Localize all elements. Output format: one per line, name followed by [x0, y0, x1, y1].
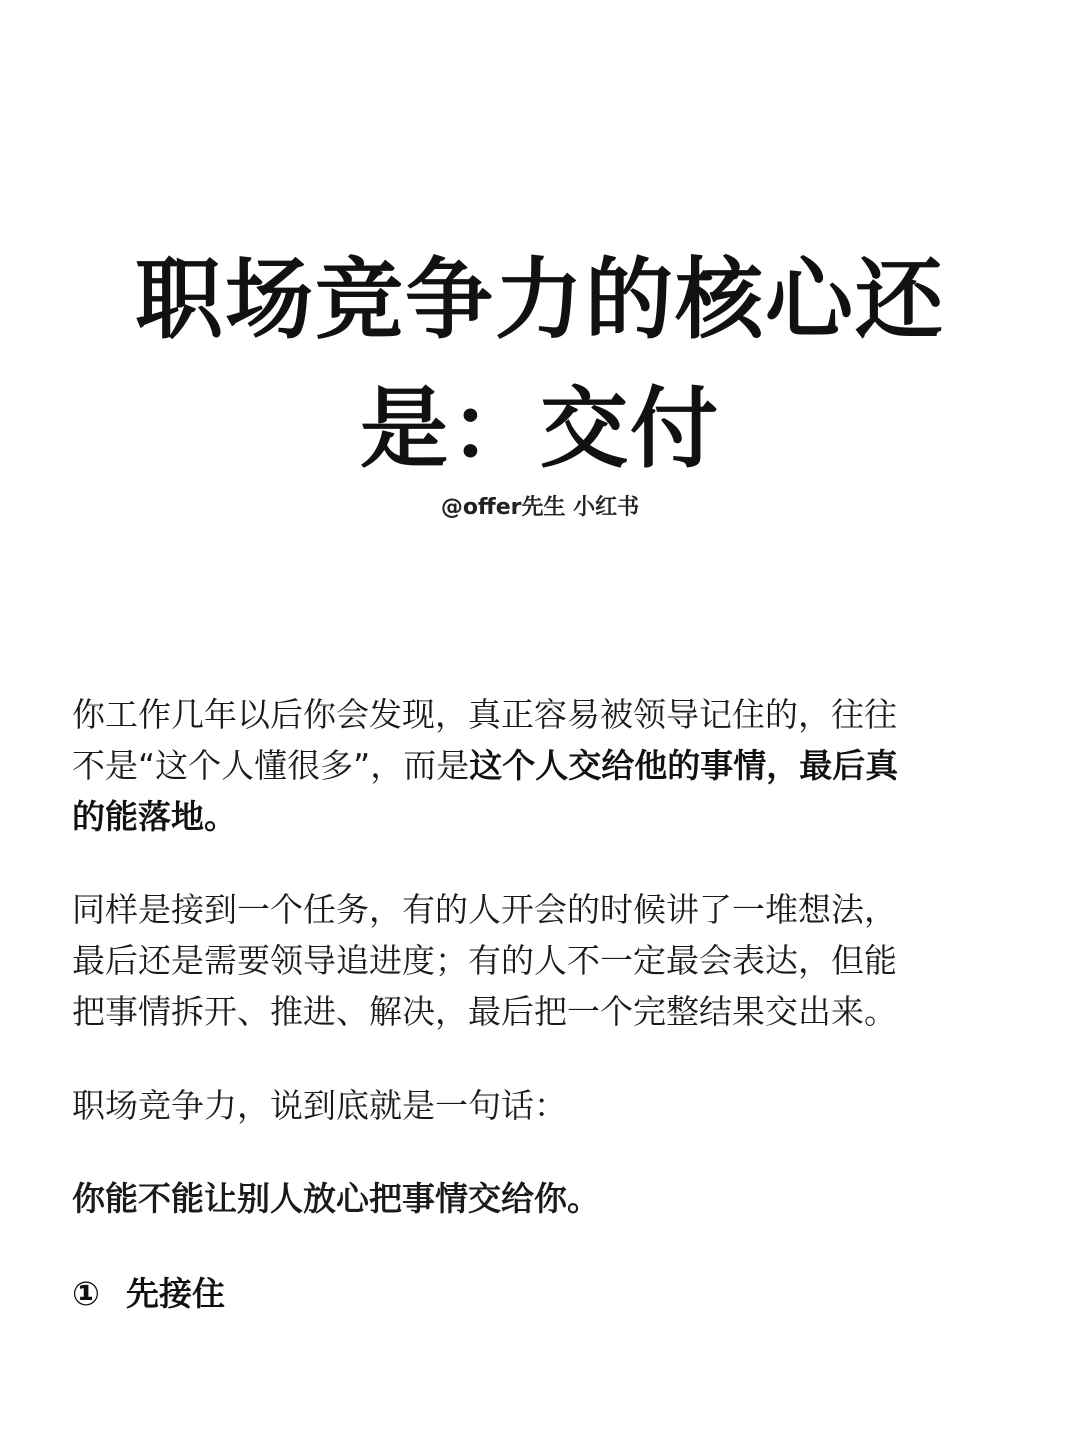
section-number: ①	[72, 1274, 100, 1313]
page-title-line-2: 是：交付	[359, 377, 720, 480]
paragraph-intro-line-1: 你工作几年以后你会发现，真正容易被领导记住的，往往	[72, 695, 897, 734]
section-heading-1	[72, 1268, 225, 1319]
author-byline: @offer先生 小红书	[440, 495, 640, 520]
paragraph-comparison-line-3: 把事情拆开、推进、解决，最后把一个完整结果交出来。	[72, 992, 897, 1031]
paragraph-intro	[72, 689, 898, 842]
paragraph-comparison	[72, 884, 897, 1037]
paragraph-summary: 职场竞争力，说到底就是一句话：	[72, 1086, 567, 1125]
paragraph-key-point: 你能不能让别人放心把事情交给你。	[72, 1179, 600, 1218]
section-label: 先接住	[125, 1274, 225, 1313]
paragraph-intro-emphasis-end: 的能落地。	[72, 797, 237, 836]
paragraph-comparison-line-2: 最后还是需要领导追进度；有的人不一定最会表达，但能	[72, 941, 897, 980]
paragraph-intro-line-2-text: 不是“这个人懂很多”，而是	[72, 746, 470, 785]
page-title-line-1: 职场竞争力的核心还	[134, 248, 945, 351]
paragraph-intro-emphasis: 这个人交给他的事情，最后真	[469, 746, 899, 785]
paragraph-comparison-line-1: 同样是接到一个任务，有的人开会的时候讲了一堆想法，	[72, 890, 897, 929]
paragraph-intro-line-2	[72, 740, 898, 791]
